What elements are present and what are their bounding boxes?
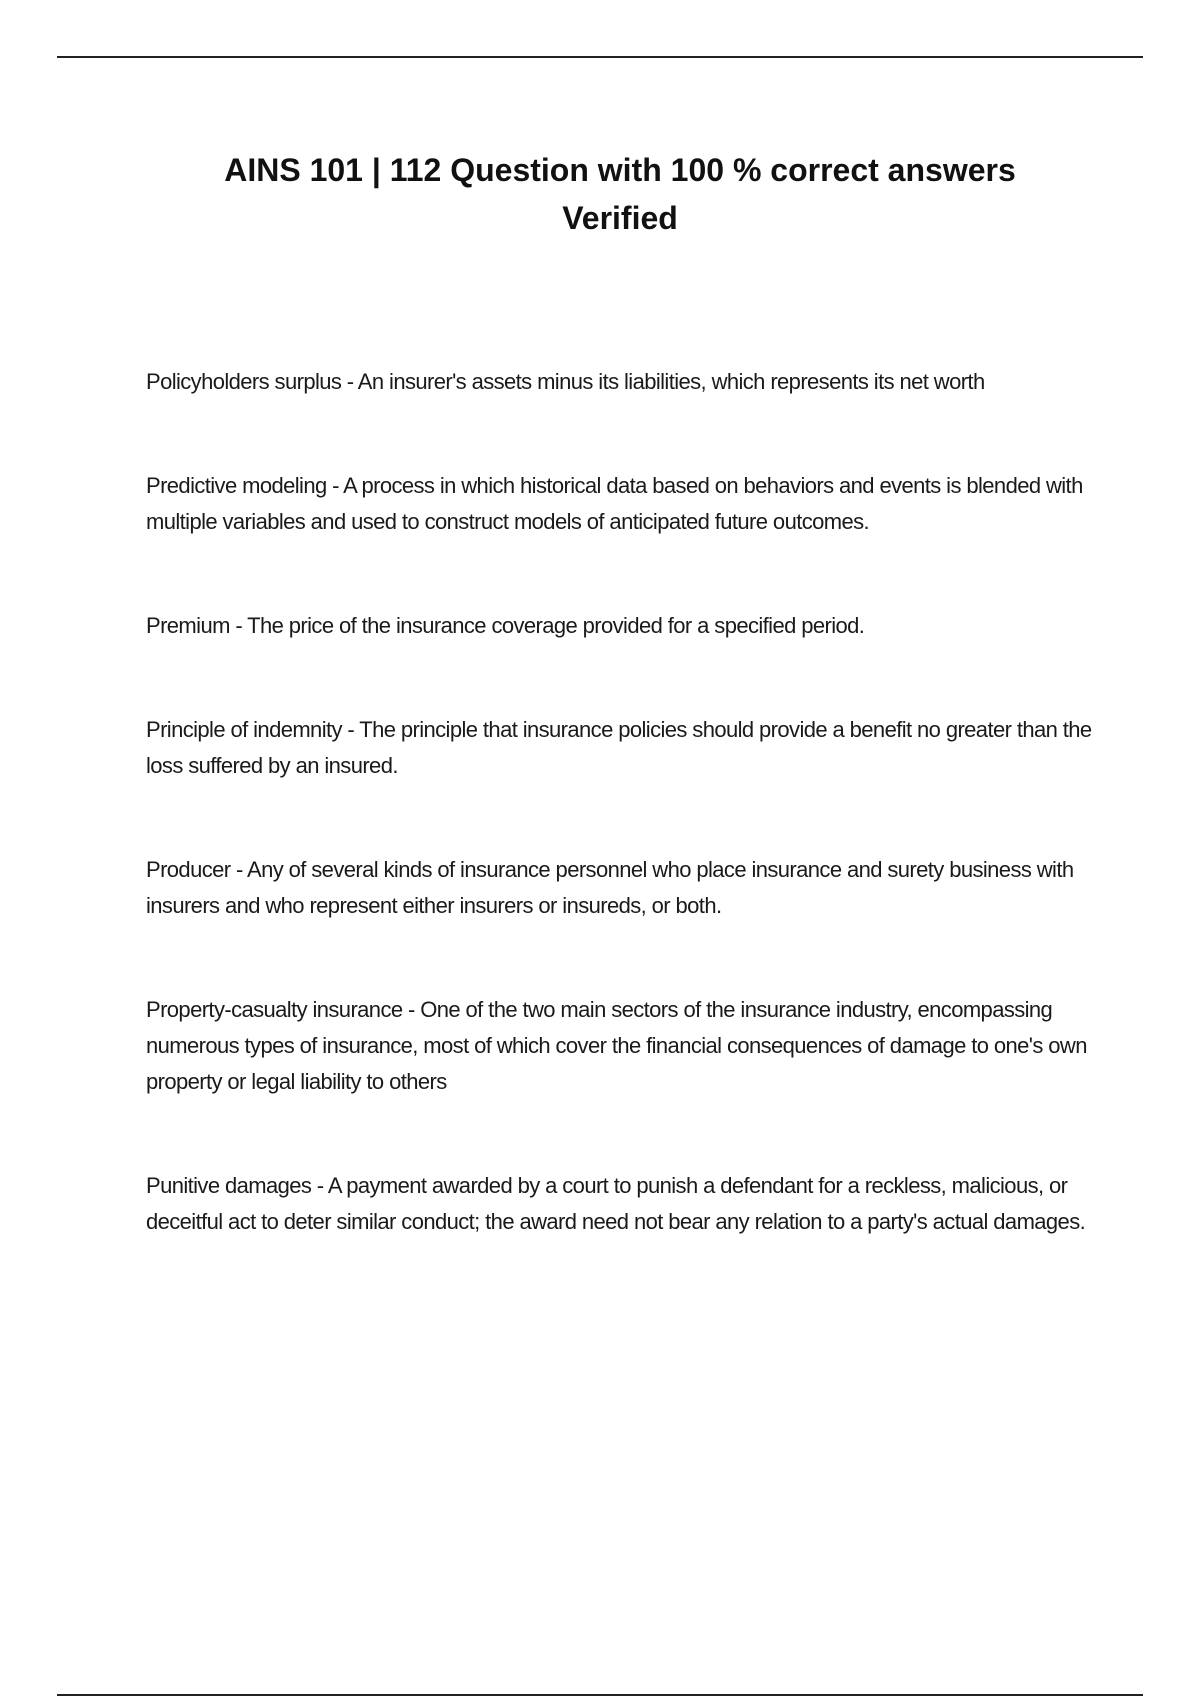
glossary-entry-property-casualty-insurance: Property-casualty insurance - One of the two main sectors of the insurance industry, encompassing numerous types of insurance, most of which cover the financial consequences of damage to one's own property or legal liability to others [146, 997, 1087, 1094]
footer-rule [57, 1694, 1143, 1696]
page-title [100, 146, 1140, 242]
glossary-entry-principle-of-indemnity: Principle of indemnity - The principle that insurance policies should provide a benefit no greater than the loss suffered by an insured. [146, 717, 1092, 778]
glossary-entry-policyholders-surplus: Policyholders surplus - An insurer's assets minus its liabilities, which represents its net worth [146, 369, 985, 394]
glossary-entry-punitive-damages: Punitive damages - A payment awarded by a court to punish a defendant for a reckless, malicious, or deceitful act to deter similar conduct; the award need not bear any relation to a party's actual damages. [146, 1173, 1086, 1234]
glossary-list [146, 364, 1096, 1240]
page-title-line-1: AINS 101 | 112 Question with 100 % correct answers [224, 152, 1016, 188]
glossary-entry-producer: Producer - Any of several kinds of insurance personnel who place insurance and surety business with insurers and who represent either insurers or insureds, or both. [146, 857, 1074, 918]
glossary-entry-premium: Premium - The price of the insurance coverage provided for a specified period. [146, 613, 865, 638]
page-title-line-2: Verified [562, 200, 678, 236]
header-rule [57, 56, 1143, 58]
glossary-entry-predictive-modeling: Predictive modeling - A process in which historical data based on behaviors and events is blended with multiple variables and used to construct models of anticipated future outcomes. [146, 473, 1083, 534]
